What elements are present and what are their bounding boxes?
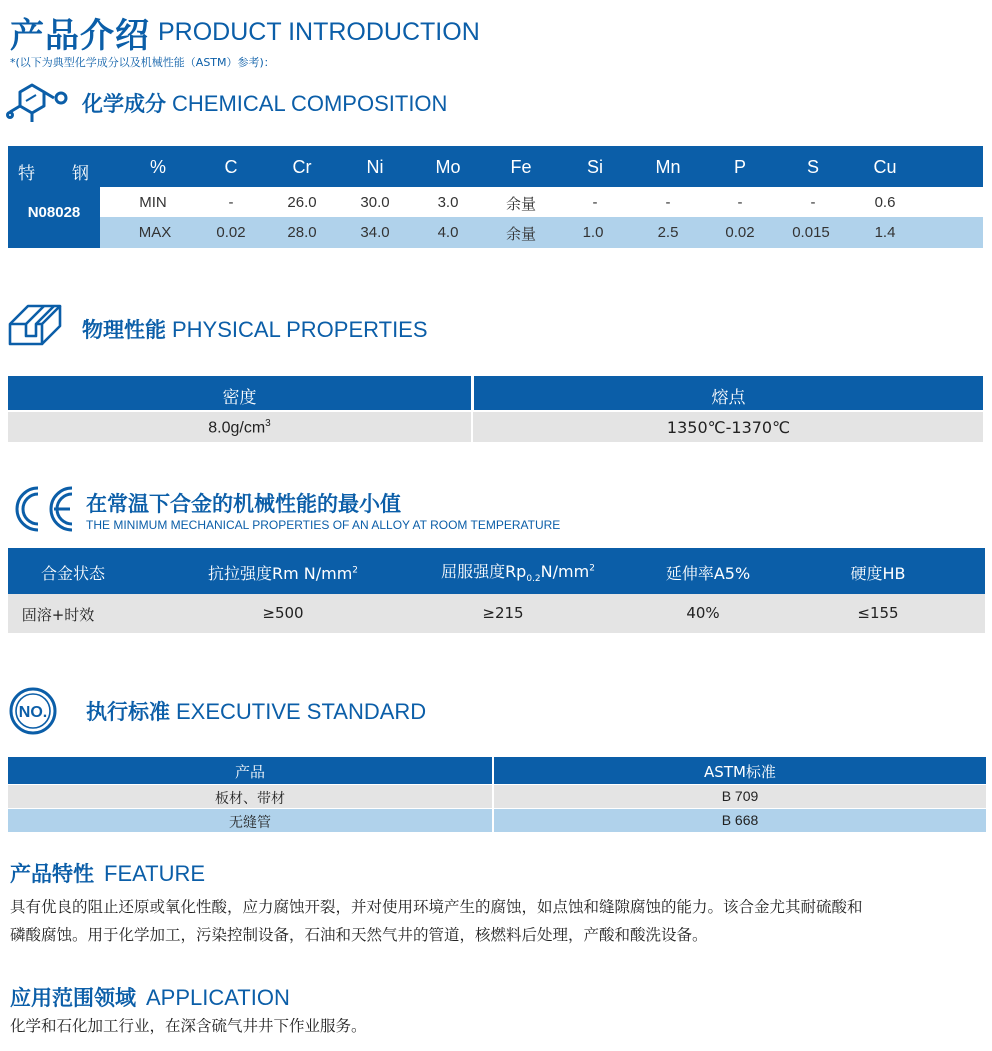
chem-max-label: MAX [138,224,172,241]
feature-line-2: 磷酸腐蚀。用于化学加工，污染控制设备，石油和天然气井的管道，核燃料后处理，产酸和酸洗设备。 [10,926,708,944]
standard-astm-2: B 668 [721,812,759,828]
page-title-en: PRODUCT INTRODUCTION [158,18,480,46]
mech-header-hard: 硬度HB [850,564,906,583]
chem-header-pct: % [149,157,166,177]
chem-min-c: - [228,194,234,211]
chem-min-cu: 0.6 [874,194,896,211]
chemical-section-title [82,88,447,118]
mechanical-title-en: THE MINIMUM MECHANICAL PROPERTIES OF AN ALLOY AT ROOM TEMPERATURE [86,518,561,532]
steel-label-b: 钢 [72,164,89,184]
svg-text:NO.: NO. [18,704,48,721]
steel-label-a: 特 [18,164,35,184]
mechanical-table [8,548,985,633]
mechanical-title-cn: 在常温下合金的机械性能的最小值 [86,492,401,516]
chem-header-ni: Ni [366,157,384,177]
density-text: 8.0g/cm [208,419,266,437]
chem-header-p: P [733,157,746,177]
chem-header-cr: Cr [292,157,312,177]
page-note: *(以下为典型化学成分以及机械性能（ASTM）参考)： [10,56,275,69]
grade-label: N08028 [27,204,81,221]
chem-min-p: - [737,194,743,211]
chem-max-si: 1.0 [582,224,604,241]
physical-table [8,376,983,442]
standard-header-product: 产品 [234,763,265,781]
mech-hard: ≤155 [857,604,899,622]
standard-product-2: 无缝管 [229,815,271,831]
chem-max-fe: 余量 [505,225,536,243]
mech-header-state: 合金状态 [40,564,105,583]
physical-header-density: 密度 [222,388,257,408]
mech-header-tensile-sup: 2 [352,565,359,576]
application-section-title [10,982,290,1012]
chem-max-s: 0.015 [792,224,830,241]
chem-max-mn: 2.5 [657,224,679,241]
feature-title-en: FEATURE [104,861,206,886]
ce-mark-icon [8,484,76,534]
page-title [10,8,480,56]
chem-min-mn: - [665,194,671,211]
application-title-en: APPLICATION [146,985,290,1010]
chemical-title-en: CHEMICAL COMPOSITION [172,91,448,116]
steel-profile-icon [6,302,64,348]
standard-table [8,757,986,832]
chem-min-mo: 3.0 [437,194,459,211]
chem-min-ni: 30.0 [360,194,390,211]
no-badge-icon [8,686,58,736]
chem-min-s: - [810,194,816,211]
chem-max-ni: 34.0 [360,224,390,241]
mech-elong: 40% [686,604,720,622]
feature-title-cn: 产品特性 [10,862,94,886]
molecule-icon [6,80,70,126]
mech-tensile: ≥500 [262,604,304,622]
chem-header-si: Si [586,157,603,177]
chem-max-mo: 4.0 [437,224,459,241]
chem-min-cr: 26.0 [287,194,317,211]
standard-astm-1: B 709 [721,788,759,804]
physical-title-cn: 物理性能 [82,318,166,342]
physical-header-melting: 熔点 [711,388,746,408]
physical-section-title [82,314,428,344]
mech-state: 固溶+时效 [21,606,95,624]
chemical-table [8,146,983,248]
chem-max-cu: 1.4 [874,224,896,241]
standard-title-cn: 执行标准 [86,700,170,724]
mech-header-yield [408,559,628,584]
chemical-title-cn: 化学成分 [82,92,166,116]
application-text: 化学和石化加工行业，在深含硫气井井下作业服务。 [10,1017,367,1035]
chem-min-label: MIN [139,194,167,211]
standard-product-1: 板材、带材 [215,791,285,807]
chem-min-fe: 余量 [505,195,536,213]
standard-title-en: EXECUTIVE STANDARD [176,699,427,724]
chem-header-mo: Mo [435,157,461,177]
chem-min-si: - [592,194,598,211]
feature-section-title [10,858,205,888]
chem-header-s: S [806,157,819,177]
chem-header-fe: Fe [510,157,532,177]
chem-header-cu: Cu [873,157,897,177]
melting-value: 1350℃-1370℃ [666,418,791,437]
density-sup: 3 [265,418,271,429]
density-value [8,418,471,437]
chem-max-cr: 28.0 [287,224,317,241]
page-title-cn: 产品介绍 [10,16,150,56]
mech-header-tensile [168,561,398,584]
mech-header-yield-a: 屈服强度Rp [441,562,527,581]
mech-header-yield-b: N/mm [540,562,590,581]
mech-header-elong: 延伸率A5% [665,564,751,583]
mech-header-yield-sup: 2 [589,563,595,574]
application-title-cn: 应用范围领域 [10,986,136,1010]
physical-title-en: PHYSICAL PROPERTIES [172,317,428,342]
chem-header-c: C [224,157,238,177]
mech-header-yield-sub: 0.2 [526,574,541,585]
chem-header-mn: Mn [655,157,681,177]
physical-divider [471,412,473,442]
mech-header-tensile-text: 抗拉强度Rm N/mm [207,564,353,583]
chem-max-c: 0.02 [216,224,246,241]
mech-yield: ≥215 [482,604,524,622]
standard-header-astm: ASTM标准 [704,763,776,781]
feature-line-1: 具有优良的阻止还原或氧化性酸，应力腐蚀开裂，并对使用环境产生的腐蚀，如点蚀和缝隙腐蚀的能力。该合金尤其耐硫酸和 [10,898,863,916]
standard-section-title [86,696,426,726]
chem-max-p: 0.02 [725,224,755,241]
